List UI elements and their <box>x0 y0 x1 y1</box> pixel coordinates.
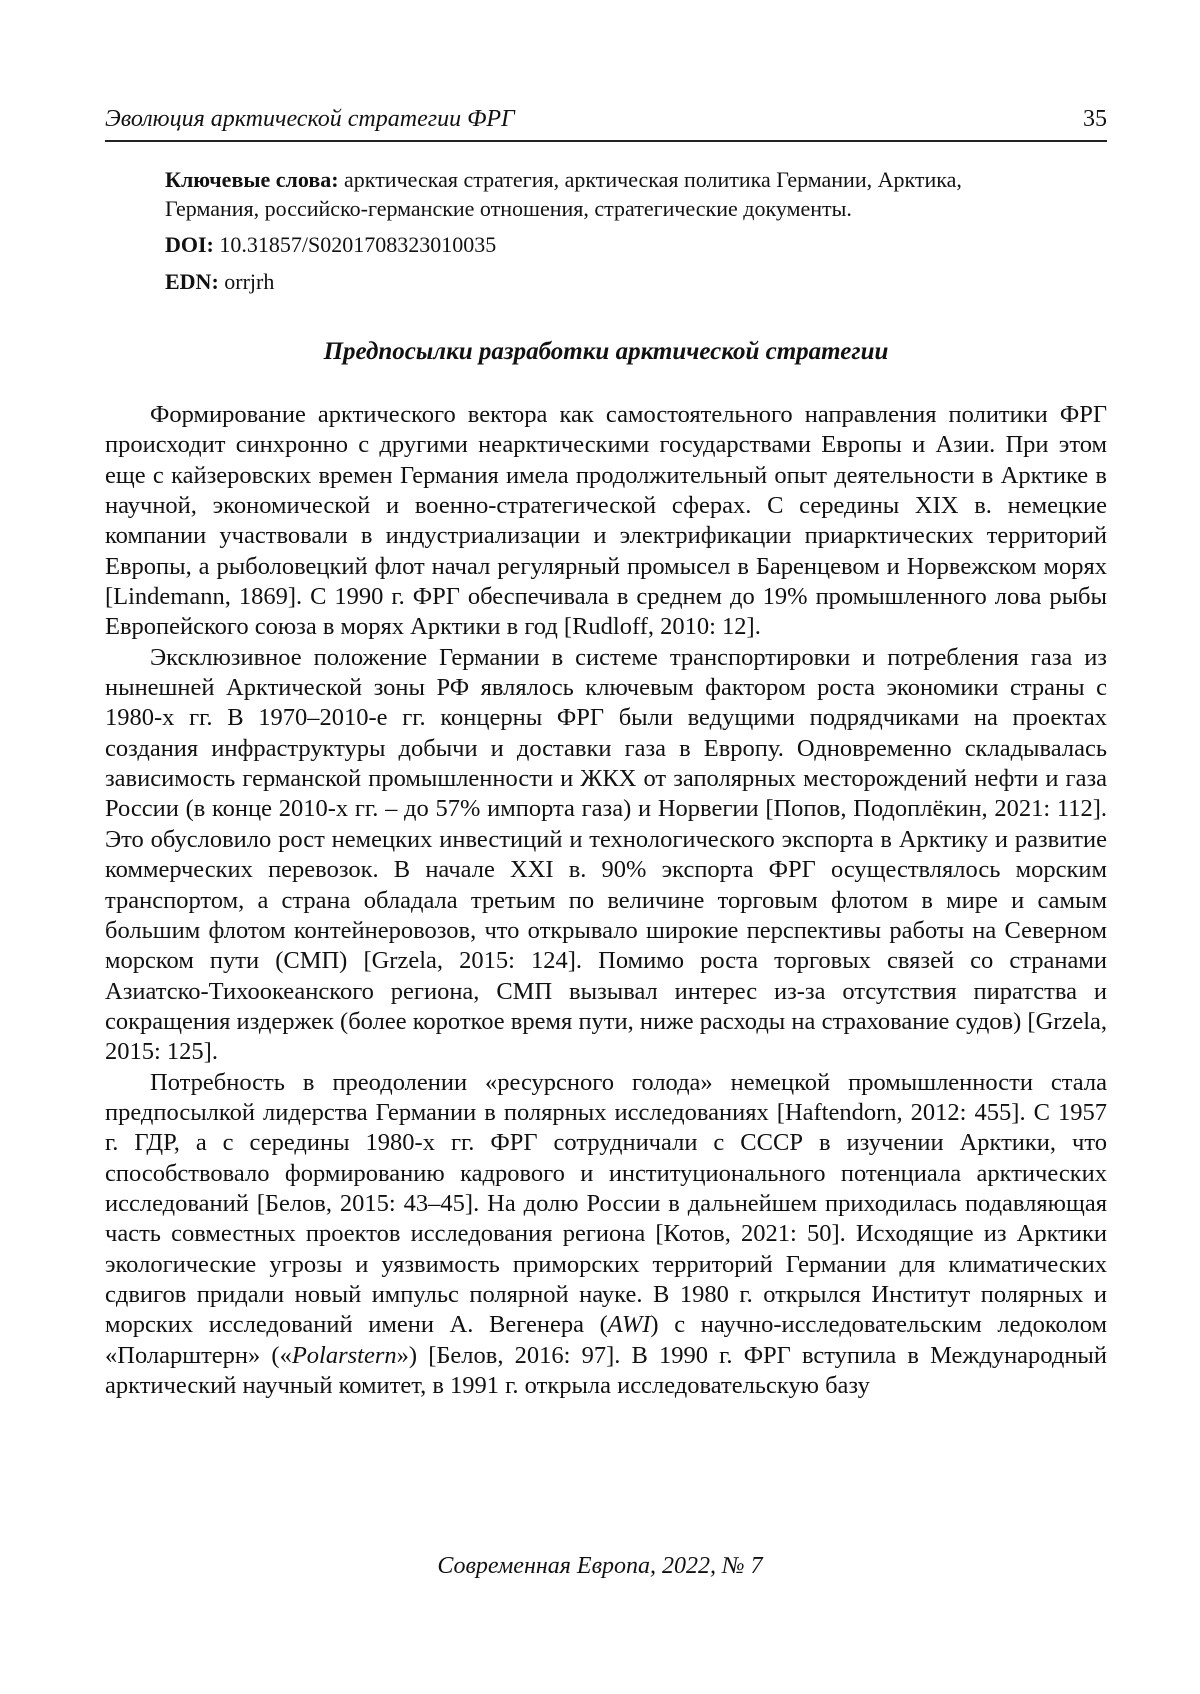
doi-value: 10.31857/S0201708323010035 <box>213 232 497 257</box>
running-header <box>105 104 1107 142</box>
paragraph-3-part-3: ») [Белов, 2016: 97]. В 1990 г. ФРГ вступила в Международный арктический научный комитет, в 1991 г. открыла исследовательскую базу <box>105 1341 1108 1399</box>
section-title: Предпосылки разработки арктической стратегии <box>323 338 889 365</box>
page-number: 35 <box>1083 106 1107 132</box>
paragraph-3 <box>105 1068 1107 1402</box>
edn-block <box>165 267 1045 296</box>
paragraph-1: Формирование арктического вектора как самостоятельного направления политики ФРГ происходит синхронно с другими неарктическими государствами Европы и Азии. При этом еще с кайзеровских времен Германия имела продолжительный опыт деятельности в Арктике в научной, экономической и военно-стратегической сферах. С середины XIX в. немецкие компании участвовали в индустриализации и электрификации приарктических территорий Европы, а рыболовецкий флот начал регулярный промысел в Баренцевом и Норвежском морях [Lindemann, 1869]. С 1990 г. ФРГ обеспечивала в среднем до 19% промышленного лова рыбы Европейского союза в морях Арктики в год [Rudloff, 2010: 12]. <box>105 401 1107 641</box>
doi-label: DOI: <box>165 232 214 257</box>
paragraph-3-part-2: ) с научно-исследовательским ледоколом «Поларштерн» (« <box>105 1311 1107 1369</box>
keywords-text: арктическая стратегия, арктическая политика Германии, Арктика, Германия, российско-германские отношения, стратегические документы. <box>165 167 962 221</box>
paragraph-2: Эксклюзивное положение Германии в системе транспортировки и потребления газа из нынешней Арктической зоны РФ являлось ключевым фактором роста экономики страны с 1980-х гг. В 1970–2010-е гг. концерны ФРГ были ведущими подрядчиками на проектах создания инфраструктуры добычи и доставки газа в Европу. Одновременно складывалась зависимость германской промышленности и ЖКХ от заполярных месторождений нефти и газа России (в конце 2010-х гг. – до 57% импорта газа) и Норвегии [Попов, Подоплёкин, 2021: 112]. Это обусловило рост немецких инвестиций и технологического экспорта в Арктику и развитие коммерческих перевозок. В начале XXI в. 90% экспорта ФРГ осуществлялось морским транспортом, а страна обладала третьим по величине торговым флотом в мире и самым большим флотом контейнеровозов, что открывало широкие перспективы работы на Северном морском пути (СМП) [Grzela, 2015: 124]. Помимо роста торговых связей со странами Азиатско-Тихоокеанского региона, СМП вызывал интерес из-за отсутствия пиратства и сокращения издержек (более короткое время пути, ниже расходы на страхование судов) [Grzela, 2015: 125]. <box>105 643 1107 1066</box>
ship-name: Polarstern <box>291 1341 397 1369</box>
edn-label: EDN: <box>165 269 219 294</box>
edn-value: orrjrh <box>218 269 275 294</box>
running-title: Эволюция арктической стратегии ФРГ <box>105 106 515 132</box>
keywords-label: Ключевые слова: <box>165 167 339 192</box>
doi-block <box>165 230 1045 259</box>
paragraph-3-part-1: Потребность в преодолении «ресурсного голода» немецкой промышленности стала предпосылкой лидерства Германии в полярных исследованиях [Haftendorn, 2012: 455]. С 1957 г. ГДР, а с середины 1980-х гг. ФРГ сотрудничали с СССР в изучении Арктики, что способствовало формированию кадрового и институционального потенциала арктических исследований [Белов, 2015: 43–45]. На долю России в дальнейшем приходилась подавляющая часть совместных проектов исследования региона [Котов, 2021: 50]. Исходящие из Арктики экологические угрозы и уязвимость приморских территорий Германии для климатических сдвигов придали новый импульс полярной науке. В 1980 г. открылся Институт полярных и морских исследований имени А. Вегенера ( <box>105 1068 1107 1339</box>
running-footer: Современная Европа, 2022, № 7 <box>437 1553 763 1579</box>
abbr-awi: AWI <box>607 1311 651 1339</box>
keywords-block <box>165 165 1045 223</box>
article-body <box>105 400 1107 1401</box>
